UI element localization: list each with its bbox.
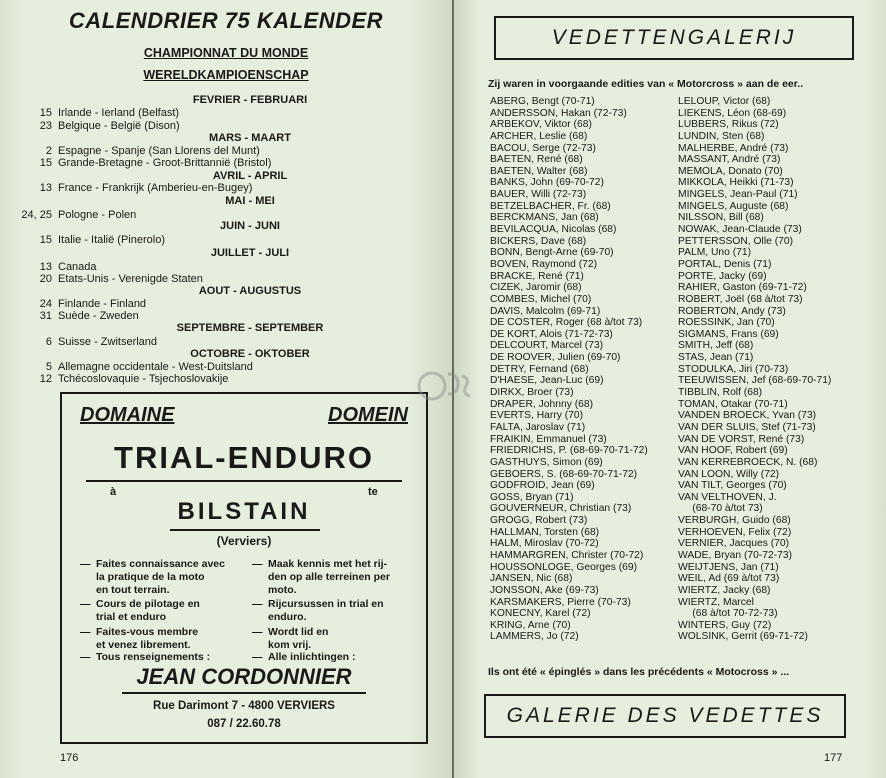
ad-bullet-text: Wordt lid en kom vrij.: [268, 626, 329, 651]
event-name: Finlande - Finland: [58, 298, 147, 310]
rider-entry: MIKKOLA, Heikki (71-73): [678, 177, 794, 189]
rider-entry: LUBBERS, Rikus (72): [678, 119, 779, 131]
calendar-title: CALENDRIER 75 KALENDER: [68, 8, 384, 33]
page-number-right: 177: [824, 752, 843, 764]
rider-entry: VERBURGH, Guido (68): [678, 515, 791, 527]
rider-entry: NOWAK, Jean-Claude (73): [678, 224, 802, 236]
month-heading: OCTOBRE - OKTOBER: [190, 348, 310, 360]
event-name: Tchécoslovaquie - Tsjechoslovakije: [58, 373, 229, 385]
championship-heading-nl-text: WERELDKAMPIOENSCHAP: [143, 68, 309, 82]
rider-entry: EVERTS, Harry (70): [490, 410, 584, 422]
rider-entry: TEEUWISSEN, Jef (68-69-70-71): [678, 375, 832, 387]
event-date: 13: [39, 182, 52, 194]
event-date: 24: [39, 298, 52, 310]
rider-entry: DELCOURT, Marcel (73): [490, 340, 604, 352]
rider-entry: GEBOERS, S. (68-69-70-71-72): [490, 468, 638, 480]
ad-trial-underline: [86, 480, 402, 482]
riders-column-1: [490, 96, 648, 643]
rider-entry: JANSEN, Nic (68): [490, 573, 573, 585]
rider-entry: BAETEN, Walter (68): [490, 165, 588, 177]
rider-entry: DE COSTER, Roger (68 à/tot 73): [490, 317, 643, 329]
event-date: 5: [45, 361, 52, 373]
rider-entry: LIEKENS, Léon (68-69): [678, 107, 787, 119]
event-name: Canada: [58, 261, 97, 273]
watermark-logo-icon: [412, 362, 476, 410]
rider-entry: VAN KERREBROECK, N. (68): [678, 456, 818, 468]
rider-entry: VANDEN BROECK, Yvan (73): [678, 410, 817, 422]
rider-entry: VAN TILT, Georges (70): [678, 480, 787, 492]
event-name: Suisse - Zwitserland: [58, 336, 158, 348]
rider-entry: LAMMERS, Jo (72): [490, 631, 579, 643]
event-name: Suède - Zweden: [58, 310, 139, 322]
vedettengalerij-title: VEDETTENGALERIJ: [494, 16, 854, 60]
rider-entry: VAN LOON, Willy (72): [678, 468, 780, 480]
event-date: 6: [45, 336, 52, 348]
rider-entry: TIBBLIN, Rolf (68): [678, 387, 763, 399]
event-name: Grande-Bretagne - Groot-Brittannië (Bristol): [58, 157, 272, 169]
ad-contact-name: JEAN CORDONNIER: [136, 664, 352, 689]
rider-entry: BEVILACQUA, Nicolas (68): [490, 224, 617, 236]
rider-entry: FALTA, Jaroslav (71): [490, 421, 586, 433]
event-date: 15: [39, 234, 52, 246]
rider-entry: RAHIER, Gaston (69-71-72): [678, 282, 807, 294]
rider-entry: TOMAN, Otakar (70-71): [678, 398, 788, 410]
ad-bullet-text: Maak kennis met het rij- den op alle terreinen per moto.: [268, 558, 390, 596]
rider-entry: GOUVERNEUR, Christian (73): [490, 503, 632, 515]
rider-entry: ARCHER, Leslie (68): [490, 130, 588, 142]
rider-entry: BOVEN, Raymond (72): [490, 258, 598, 270]
galerie-des-vedettes-title: GALERIE DES VEDETTES: [484, 694, 846, 738]
rider-entry: MEMOLA, Donato (70): [678, 165, 783, 177]
rider-entry: MALHERBE, André (73): [678, 142, 789, 154]
rider-entry: KARSMAKERS, Pierre (70-73): [490, 596, 631, 608]
rider-entry: WIERTZ, Jacky (68): [678, 584, 771, 596]
rider-entry: BACOU, Serge (72-73): [490, 142, 596, 154]
rider-entry: JONSSON, Ake (69-73): [490, 584, 599, 596]
rider-entry: ROBERT, Joël (68 à/tot 73): [678, 293, 803, 305]
rider-entry: VERHOEVEN, Felix (72): [678, 526, 792, 538]
rider-entry: SIGMANS, Frans (69): [678, 328, 779, 340]
month-heading: FEVRIER - FEBRUARI: [192, 94, 308, 106]
rider-entry: DETRY, Fernand (68): [490, 363, 589, 375]
rider-entry: D'HAESE, Jean-Luc (69): [490, 375, 604, 387]
rider-entry: FRIEDRICHS, P. (68-69-70-71-72): [490, 445, 648, 457]
event-date: 23: [39, 120, 52, 132]
rider-entry: (68-70 à/tot 73): [678, 503, 763, 515]
rider-entry: FRAIKIN, Emmanuel (73): [490, 433, 607, 445]
championship-heading-nl: [0, 68, 452, 82]
rider-entry: BICKERS, Dave (68): [490, 235, 587, 247]
intro-text: Zij waren in voorgaande edities van « Motorcross » aan de eer..: [488, 78, 804, 90]
ad-bullet-text: Faites-vous membre et venez librement.: [96, 626, 199, 651]
rider-entry: STODULKA, Jiri (70-73): [678, 363, 789, 375]
rider-entry: GASTHUYS, Simon (69): [490, 456, 603, 468]
event-date: 13: [39, 261, 52, 273]
rider-entry: STAS, Jean (71): [678, 352, 754, 364]
rider-entry: ROBERTON, Andy (73): [678, 305, 786, 317]
ad-bullet-text: Alle inlichtingen :: [268, 651, 356, 663]
event-date: 15: [39, 107, 52, 119]
rider-entry: BAETEN, René (68): [490, 154, 583, 166]
rider-entry: HALLMAN, Torsten (68): [490, 526, 600, 538]
rider-entry: VERNIER, Jacques (70): [678, 538, 790, 550]
month-heading: MAI - MEI: [225, 195, 275, 207]
rider-entry: WOLSINK, Gerrit (69-71-72): [678, 631, 808, 643]
event-name: France - Frankrijk (Amberieu-en-Bugey): [58, 182, 253, 194]
rider-entry: COMBES, Michel (70): [490, 293, 592, 305]
rider-entry: MINGELS, Jean-Paul (71): [678, 189, 798, 201]
page-number-left: 176: [60, 752, 79, 764]
rider-entry: ANDERSSON, Hakan (72-73): [490, 107, 627, 119]
rider-entry: PORTE, Jacky (69): [678, 270, 767, 282]
event-name: Irlande - Ierland (Belfast): [58, 107, 180, 119]
trial-enduro-advertisement: DOMAINE DOMEIN TRIAL-ENDURO à te BILSTAIN (Verviers) — Faites connaissance avec la pratique de la moto en tout terrain. — Cours de pilotage en trial et enduro — Faites-vous membre et venez librement. — Tous renseignements : — Maak kennis met het rij- den op alle terreinen per moto. — Rijcursussen in trial en enduro. — Wordt lid en kom vrij. — Alle inlichtingen : JEAN CORDONNIER Rue Darimont 7 - 4800 VERVIERS 087 / 22.60.78: [60, 392, 428, 744]
right-page: [454, 0, 886, 778]
rider-entry: DAVIS, Malcolm (69-71): [490, 305, 601, 317]
month-heading: JUILLET - JULI: [210, 247, 290, 259]
rider-entry: (68 à/tot 70-72-73): [678, 608, 778, 620]
rider-entry: ABERG, Bengt (70-71): [490, 96, 595, 107]
championship-heading-fr-text: CHAMPIONNAT DU MONDE: [143, 46, 309, 60]
rider-entry: WINTERS, Guy (72): [678, 619, 772, 631]
rider-entry: DE ROOVER, Julien (69-70): [490, 352, 621, 364]
rider-entry: VAN HOOF, Robert (69): [678, 445, 788, 457]
rider-entry: HOUSSONLOGE, Georges (69): [490, 561, 638, 573]
outro-text: Ils ont été « épinglés » dans les précédents « Motocross » ...: [488, 666, 790, 678]
ad-phone: 087 / 22.60.78: [207, 718, 281, 730]
rider-entry: DIRKX, Broer (73): [490, 387, 574, 399]
riders-column-2: [678, 96, 831, 643]
month-heading: AOUT - AUGUSTUS: [198, 285, 302, 297]
rider-entry: BETZELBACHER, Fr. (68): [490, 200, 611, 212]
rider-entry: MINGELS, Auguste (68): [678, 200, 789, 212]
rider-entry: BONN, Bengt-Arne (69-70): [490, 247, 614, 259]
rider-entry: WEIL, Ad (69 à/tot 73): [678, 573, 780, 585]
month-heading: JUIN - JUNI: [220, 220, 280, 232]
rider-entry: BAUER, Willi (72-73): [490, 189, 587, 201]
event-date: 31: [39, 310, 52, 322]
ad-a: à: [110, 486, 117, 498]
event-name: Pologne - Polen: [58, 209, 137, 221]
month-heading: SEPTEMBRE - SEPTEMBER: [176, 322, 324, 334]
ad-trial-enduro: TRIAL-ENDURO: [114, 440, 374, 475]
rider-entry: BRACKE, René (71): [490, 270, 584, 282]
event-name: Italie - Italië (Pinerolo): [58, 234, 165, 246]
rider-entry: CIZEK, Jaromir (68): [490, 282, 582, 294]
month-heading: MARS - MAART: [209, 132, 291, 144]
ad-bilstain-underline: [170, 529, 320, 531]
event-date: 24, 25: [21, 209, 52, 221]
rider-entry: KONECNY, Karel (72): [490, 608, 591, 620]
event-date: 2: [45, 145, 52, 157]
event-date: 20: [39, 273, 52, 285]
ad-te: te: [368, 486, 378, 498]
championship-heading-fr: [0, 46, 452, 60]
event-name: Espagne - Spanje (San Llorens del Munt): [58, 145, 260, 157]
month-heading: AVRIL - APRIL: [212, 170, 288, 182]
ad-domein: DOMEIN: [328, 404, 408, 426]
rider-entry: BERCKMANS, Jan (68): [490, 212, 599, 224]
event-date: 15: [39, 157, 52, 169]
rider-entry: WEIJTJENS, Jan (71): [678, 561, 779, 573]
rider-entry: KRING, Arne (70): [490, 619, 571, 631]
rider-entry: PETTERSSON, Olle (70): [678, 235, 794, 247]
rider-entry: DRAPER, Johnny (68): [490, 398, 594, 410]
ad-verviers: (Verviers): [216, 534, 272, 548]
ad-bullet-text: Rijcursussen in trial en enduro.: [268, 598, 384, 623]
rider-entry: WADE, Bryan (70-72-73): [678, 549, 793, 561]
rider-entry: GROGG, Robert (73): [490, 515, 588, 527]
event-name: Etats-Unis - Verenigde Staten: [58, 273, 203, 285]
rider-entry: BANKS, John (69-70-72): [490, 177, 604, 189]
ad-bullet-text: Cours de pilotage en trial et enduro: [96, 598, 200, 623]
rider-entry: ROESSINK, Jan (70): [678, 317, 775, 329]
rider-entry: ARBEKOV, Viktor (68): [490, 119, 592, 131]
rider-entry: VAN DER SLUIS, Stef (71-73): [678, 421, 816, 433]
rider-entry: LELOUP, Victor (68): [678, 96, 771, 107]
rider-entry: NILSSON, Bill (68): [678, 212, 764, 224]
rider-entry: GODFROID, Jean (69): [490, 480, 595, 492]
rider-entry: HAMMARGREN, Christer (70-72): [490, 549, 644, 561]
ad-domaine: DOMAINE: [80, 404, 175, 426]
rider-entry: LUNDIN, Sten (68): [678, 130, 765, 142]
rider-entry: PORTAL, Denis (71): [678, 258, 772, 270]
rider-entry: VAN DE VORST, René (73): [678, 433, 805, 445]
rider-entry: SMITH, Jeff (68): [678, 340, 754, 352]
ad-name-underline: [122, 692, 366, 694]
rider-entry: DE KORT, Alois (71-72-73): [490, 328, 613, 340]
ad-address: Rue Darimont 7 - 4800 VERVIERS: [153, 700, 335, 712]
event-name: Belgique - België (Dison): [58, 120, 180, 132]
event-name: Allemagne occidentale - West-Duitsland: [58, 361, 253, 373]
rider-entry: MASSANT, André (73): [678, 154, 781, 166]
rider-entry: VAN VELTHOVEN, J.: [678, 491, 777, 503]
ad-bullet-text: Tous renseignements :: [96, 651, 211, 663]
rider-entry: WIERTZ, Marcel: [678, 596, 754, 608]
rider-entry: HALM, Miroslav (70-72): [490, 538, 599, 550]
ad-bilstain: BILSTAIN: [177, 498, 311, 525]
ad-bullet-text: Faites connaissance avec la pratique de la moto en tout terrain.: [96, 558, 225, 596]
event-date: 12: [39, 373, 52, 385]
rider-entry: GOSS, Bryan (71): [490, 491, 574, 503]
rider-entry: PALM, Uno (71): [678, 247, 752, 259]
